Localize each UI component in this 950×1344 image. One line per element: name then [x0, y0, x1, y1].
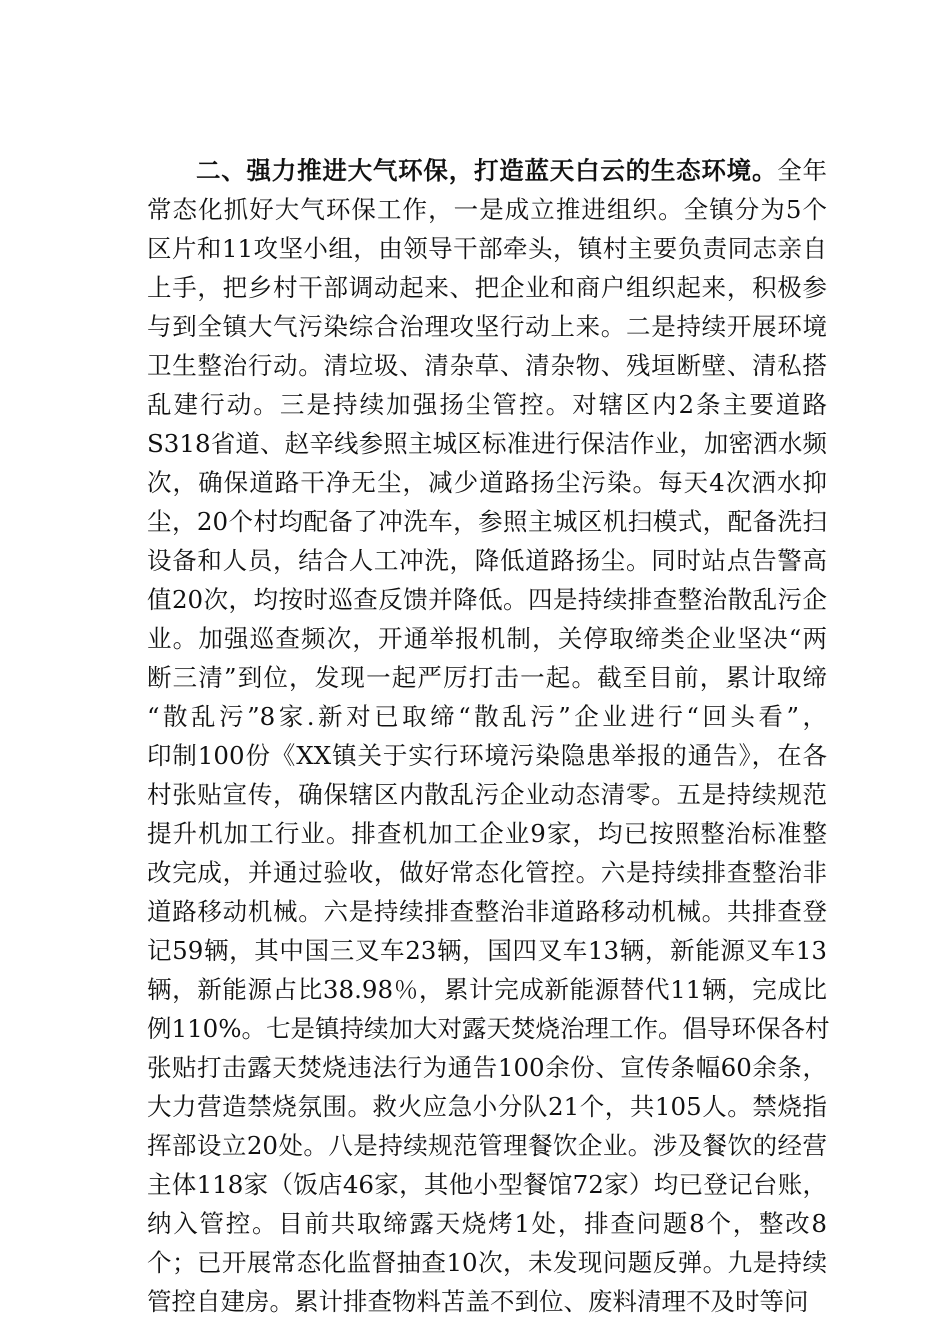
paragraph-line: 上手，把乡村干部调动起来、把企业和商户组织起来，积极参 — [147, 273, 827, 302]
paragraph-line: 纳入管控。目前共取缔露天烧烤1处，排查问题8个，整改8 — [147, 1209, 827, 1238]
paragraph-line: 业。加强巡查频次，开通举报机制，关停取缔类企业坚决“两 — [147, 624, 827, 653]
paragraph-line-1 — [196, 151, 827, 191]
paragraph-line: 例110%。七是镇持续加大对露天焚烧治理工作。倡导环保各村 — [147, 1014, 830, 1043]
paragraph-line: 与到全镇大气污染综合治理攻坚行动上来。二是持续开展环境 — [147, 312, 827, 341]
paragraph-line: 挥部设立20处。八是持续规范管理餐饮企业。涉及餐饮的经营 — [147, 1131, 827, 1160]
paragraph-line: 辆，新能源占比38.98％，累计完成新能源替代11辆，完成比 — [147, 975, 827, 1004]
paragraph-line: 张贴打击露天焚烧违法行为通告100余份、宣传条幅60余条， — [147, 1053, 827, 1082]
paragraph-line: 记59辆，其中国三叉车23辆，国四叉车13辆，新能源叉车13 — [147, 936, 827, 965]
paragraph-line: 卫生整治行动。清垃圾、清杂草、清杂物、残垣断壁、清私搭 — [147, 351, 827, 380]
paragraph-line: 区片和11攻坚小组，由领导干部牵头，镇村主要负责同志亲自 — [147, 234, 827, 263]
paragraph-line: “散乱污”8家.新对已取缔“散乱污”企业进行“回头看”， — [147, 702, 827, 731]
paragraph-line: 次，确保道路干净无尘，减少道路扬尘污染。每天4次洒水抑 — [147, 468, 827, 497]
paragraph-line: 印制100份《XX镇关于实行环境污染隐患举报的通告》，在各 — [147, 741, 827, 770]
paragraph-line: S318省道、赵辛线参照主城区标准进行保洁作业，加密洒水频 — [147, 429, 827, 458]
paragraph-line: 道路移动机械。六是持续排查整治非道路移动机械。共排查登 — [147, 897, 827, 926]
paragraph-line: 个；已开展常态化监督抽查10次，未发现问题反弹。九是持续 — [147, 1248, 827, 1277]
paragraph-line: 主体118家（饭店46家，其他小型餐馆72家）均已登记台账， — [147, 1170, 827, 1199]
paragraph-line: 常态化抓好大气环保工作，一是成立推进组织。全镇分为5个 — [147, 195, 827, 224]
paragraph-line: 设备和人员，结合人工冲洗，降低道路扬尘。同时站点告警高 — [147, 546, 827, 575]
paragraph-line: 提升机加工行业。排查机加工企业9家，均已按照整治标准整 — [147, 819, 827, 848]
paragraph-line: 乱建行动。三是持续加强扬尘管控。对辖区内2条主要道路 — [147, 390, 827, 419]
paragraph-line: 改完成，并通过验收，做好常态化管控。六是持续排查整治非 — [147, 858, 827, 887]
paragraph-line: 值20次，均按时巡查反馈并降低。四是持续排查整治散乱污企 — [147, 585, 827, 614]
paragraph-line: 尘，20个村均配备了冲洗车，参照主城区机扫模式，配备洗扫 — [147, 507, 827, 536]
paragraph-line-last: 管控自建房。累计排查物料苫盖不到位、废料清理不及时等问 — [147, 1287, 809, 1316]
paragraph-line: 断三清”到位，发现一起严厉打击一起。截至目前，累计取缔 — [147, 663, 827, 692]
paragraph-line: 大力营造禁烧氛围。救火应急小分队21个，共105人。禁烧指 — [147, 1092, 827, 1121]
section-heading: 二、强力推进大气环保，打造蓝天白云的生态环境。 — [196, 156, 778, 185]
paragraph-line: 村张贴宣传，确保辖区内散乱污企业动态清零。五是持续规范 — [147, 780, 827, 809]
line-text: 全年 — [777, 156, 828, 185]
